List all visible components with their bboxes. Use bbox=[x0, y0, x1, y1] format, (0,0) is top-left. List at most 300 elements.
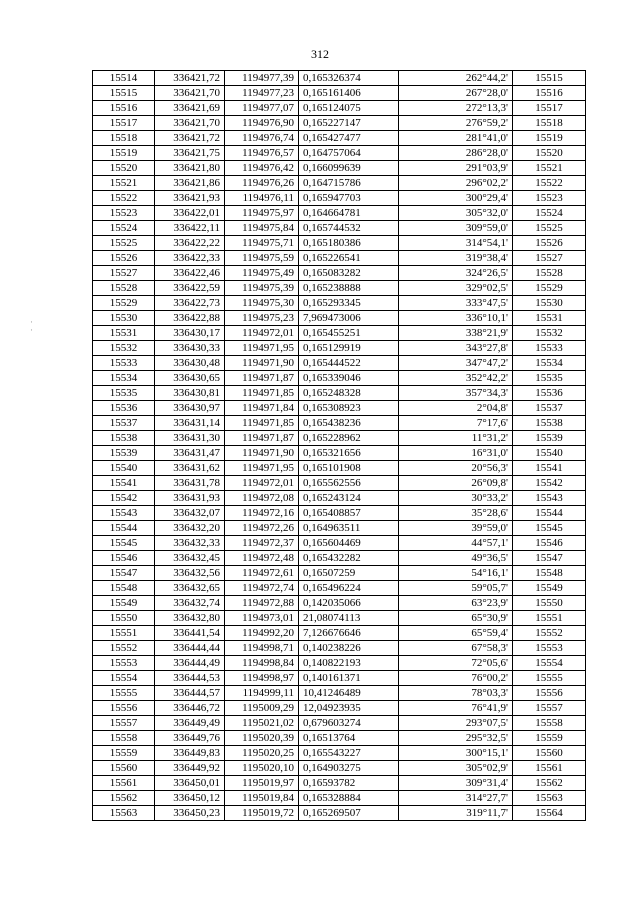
x-coordinate-cell: 336421,70 bbox=[155, 116, 225, 131]
next-point-cell: 15558 bbox=[513, 716, 586, 731]
point-number-cell: 15555 bbox=[93, 686, 155, 701]
bearing-cell: 72°05,6' bbox=[399, 656, 513, 671]
x-coordinate-cell: 336432,20 bbox=[155, 521, 225, 536]
y-coordinate-cell: 1194972,88 bbox=[225, 596, 299, 611]
point-number-cell: 15519 bbox=[93, 146, 155, 161]
bearing-cell: 7°17,6' bbox=[399, 416, 513, 431]
distance-cell: 0,165427477 bbox=[299, 131, 399, 146]
y-coordinate-cell: 1194972,01 bbox=[225, 476, 299, 491]
distance-cell: 0,165129919 bbox=[299, 341, 399, 356]
x-coordinate-cell: 336444,57 bbox=[155, 686, 225, 701]
table-row bbox=[93, 701, 586, 716]
distance-cell: 0,165227147 bbox=[299, 116, 399, 131]
bearing-cell: 26°09,8' bbox=[399, 476, 513, 491]
next-point-cell: 15560 bbox=[513, 746, 586, 761]
distance-cell: 0,165408857 bbox=[299, 506, 399, 521]
distance-cell: 0,140822193 bbox=[299, 656, 399, 671]
distance-cell: 0,165562556 bbox=[299, 476, 399, 491]
table-row bbox=[93, 521, 586, 536]
distance-cell: 0,164715786 bbox=[299, 176, 399, 191]
distance-cell: 0,165101908 bbox=[299, 461, 399, 476]
distance-cell: 0,165308923 bbox=[299, 401, 399, 416]
bearing-cell: 357°34,3' bbox=[399, 386, 513, 401]
bearing-cell: 16°31,0' bbox=[399, 446, 513, 461]
y-coordinate-cell: 1194976,57 bbox=[225, 146, 299, 161]
bearing-cell: 300°15,1' bbox=[399, 746, 513, 761]
table-row bbox=[93, 281, 586, 296]
y-coordinate-cell: 1194975,23 bbox=[225, 311, 299, 326]
x-coordinate-cell: 336444,44 bbox=[155, 641, 225, 656]
x-coordinate-cell: 336449,76 bbox=[155, 731, 225, 746]
y-coordinate-cell: 1194971,95 bbox=[225, 461, 299, 476]
point-number-cell: 15563 bbox=[93, 806, 155, 821]
point-number-cell: 15533 bbox=[93, 356, 155, 371]
x-coordinate-cell: 336422,59 bbox=[155, 281, 225, 296]
next-point-cell: 15524 bbox=[513, 206, 586, 221]
next-point-cell: 15525 bbox=[513, 221, 586, 236]
y-coordinate-cell: 1194999,11 bbox=[225, 686, 299, 701]
x-coordinate-cell: 336444,53 bbox=[155, 671, 225, 686]
y-coordinate-cell: 1194975,84 bbox=[225, 221, 299, 236]
y-coordinate-cell: 1194992,20 bbox=[225, 626, 299, 641]
x-coordinate-cell: 336441,54 bbox=[155, 626, 225, 641]
y-coordinate-cell: 1195020,25 bbox=[225, 746, 299, 761]
table-row bbox=[93, 191, 586, 206]
point-number-cell: 15550 bbox=[93, 611, 155, 626]
y-coordinate-cell: 1194975,39 bbox=[225, 281, 299, 296]
x-coordinate-cell: 336430,17 bbox=[155, 326, 225, 341]
page-number: 312 bbox=[311, 47, 329, 61]
table-row bbox=[93, 596, 586, 611]
y-coordinate-cell: 1194975,59 bbox=[225, 251, 299, 266]
x-coordinate-cell: 336431,30 bbox=[155, 431, 225, 446]
x-coordinate-cell: 336449,49 bbox=[155, 716, 225, 731]
y-coordinate-cell: 1194998,71 bbox=[225, 641, 299, 656]
bearing-cell: 262°44,2' bbox=[399, 71, 513, 86]
bearing-cell: 272°13,3' bbox=[399, 101, 513, 116]
next-point-cell: 15540 bbox=[513, 446, 586, 461]
y-coordinate-cell: 1194998,97 bbox=[225, 671, 299, 686]
bearing-cell: 44°57,1' bbox=[399, 536, 513, 551]
bearing-cell: 30°33,2' bbox=[399, 491, 513, 506]
point-number-cell: 15553 bbox=[93, 656, 155, 671]
table-row bbox=[93, 716, 586, 731]
point-number-cell: 15535 bbox=[93, 386, 155, 401]
table-row bbox=[93, 251, 586, 266]
distance-cell: 7,126676646 bbox=[299, 626, 399, 641]
bearing-cell: 305°02,9' bbox=[399, 761, 513, 776]
y-coordinate-cell: 1195019,72 bbox=[225, 806, 299, 821]
bearing-cell: 309°59,0' bbox=[399, 221, 513, 236]
next-point-cell: 15555 bbox=[513, 671, 586, 686]
next-point-cell: 15548 bbox=[513, 566, 586, 581]
point-number-cell: 15527 bbox=[93, 266, 155, 281]
y-coordinate-cell: 1194972,26 bbox=[225, 521, 299, 536]
x-coordinate-cell: 336432,65 bbox=[155, 581, 225, 596]
distance-cell: 0,165326374 bbox=[299, 71, 399, 86]
next-point-cell: 15532 bbox=[513, 326, 586, 341]
next-point-cell: 15554 bbox=[513, 656, 586, 671]
next-point-cell: 15535 bbox=[513, 371, 586, 386]
table-row bbox=[93, 551, 586, 566]
table-row bbox=[93, 371, 586, 386]
distance-cell: 12,04923935 bbox=[299, 701, 399, 716]
table-row bbox=[93, 746, 586, 761]
distance-cell: 0,164963511 bbox=[299, 521, 399, 536]
table-row bbox=[93, 416, 586, 431]
next-point-cell: 15559 bbox=[513, 731, 586, 746]
distance-cell: 0,165243124 bbox=[299, 491, 399, 506]
next-point-cell: 15520 bbox=[513, 146, 586, 161]
bearing-cell: 267°28,0' bbox=[399, 86, 513, 101]
table-row bbox=[93, 221, 586, 236]
bearing-cell: 319°38,4' bbox=[399, 251, 513, 266]
next-point-cell: 15537 bbox=[513, 401, 586, 416]
distance-cell: 0,165543227 bbox=[299, 746, 399, 761]
bearing-cell: 276°59,2' bbox=[399, 116, 513, 131]
next-point-cell: 15542 bbox=[513, 476, 586, 491]
next-point-cell: 15557 bbox=[513, 701, 586, 716]
point-number-cell: 15540 bbox=[93, 461, 155, 476]
bearing-cell: 76°41,9' bbox=[399, 701, 513, 716]
distance-cell: 0,165248328 bbox=[299, 386, 399, 401]
point-number-cell: 15524 bbox=[93, 221, 155, 236]
point-number-cell: 15538 bbox=[93, 431, 155, 446]
x-coordinate-cell: 336421,72 bbox=[155, 71, 225, 86]
y-coordinate-cell: 1194971,90 bbox=[225, 446, 299, 461]
x-coordinate-cell: 336432,74 bbox=[155, 596, 225, 611]
point-number-cell: 15560 bbox=[93, 761, 155, 776]
next-point-cell: 15523 bbox=[513, 191, 586, 206]
y-coordinate-cell: 1194976,11 bbox=[225, 191, 299, 206]
table-row bbox=[93, 356, 586, 371]
y-coordinate-cell: 1194972,01 bbox=[225, 326, 299, 341]
y-coordinate-cell: 1195020,10 bbox=[225, 761, 299, 776]
next-point-cell: 15563 bbox=[513, 791, 586, 806]
point-number-cell: 15522 bbox=[93, 191, 155, 206]
table-row bbox=[93, 161, 586, 176]
distance-cell: 0,140161371 bbox=[299, 671, 399, 686]
point-number-cell: 15531 bbox=[93, 326, 155, 341]
distance-cell: 0,165293345 bbox=[299, 296, 399, 311]
y-coordinate-cell: 1194972,61 bbox=[225, 566, 299, 581]
x-coordinate-cell: 336432,45 bbox=[155, 551, 225, 566]
table-row bbox=[93, 671, 586, 686]
next-point-cell: 15519 bbox=[513, 131, 586, 146]
y-coordinate-cell: 1194971,85 bbox=[225, 386, 299, 401]
bearing-cell: 336°10,1' bbox=[399, 311, 513, 326]
table-row bbox=[93, 476, 586, 491]
x-coordinate-cell: 336430,65 bbox=[155, 371, 225, 386]
bearing-cell: 329°02,5' bbox=[399, 281, 513, 296]
bearing-cell: 286°28,0' bbox=[399, 146, 513, 161]
next-point-cell: 15564 bbox=[513, 806, 586, 821]
next-point-cell: 15534 bbox=[513, 356, 586, 371]
x-coordinate-cell: 336430,48 bbox=[155, 356, 225, 371]
table-row bbox=[93, 401, 586, 416]
x-coordinate-cell: 336431,93 bbox=[155, 491, 225, 506]
next-point-cell: 15536 bbox=[513, 386, 586, 401]
point-number-cell: 15546 bbox=[93, 551, 155, 566]
bearing-cell: 54°16,1' bbox=[399, 566, 513, 581]
distance-cell: 0,165744532 bbox=[299, 221, 399, 236]
table-row bbox=[93, 791, 586, 806]
point-number-cell: 15554 bbox=[93, 671, 155, 686]
y-coordinate-cell: 1194975,30 bbox=[225, 296, 299, 311]
bearing-cell: 63°23,9' bbox=[399, 596, 513, 611]
table-row bbox=[93, 131, 586, 146]
point-number-cell: 15548 bbox=[93, 581, 155, 596]
y-coordinate-cell: 1195021,02 bbox=[225, 716, 299, 731]
next-point-cell: 15516 bbox=[513, 86, 586, 101]
y-coordinate-cell: 1194971,95 bbox=[225, 341, 299, 356]
y-coordinate-cell: 1194971,87 bbox=[225, 371, 299, 386]
table-row bbox=[93, 641, 586, 656]
point-number-cell: 15549 bbox=[93, 596, 155, 611]
distance-cell: 0,165328884 bbox=[299, 791, 399, 806]
next-point-cell: 15538 bbox=[513, 416, 586, 431]
distance-cell: 7,969473006 bbox=[299, 311, 399, 326]
table-row bbox=[93, 446, 586, 461]
distance-cell: 0,165455251 bbox=[299, 326, 399, 341]
x-coordinate-cell: 336449,83 bbox=[155, 746, 225, 761]
point-number-cell: 15541 bbox=[93, 476, 155, 491]
y-coordinate-cell: 1194975,71 bbox=[225, 236, 299, 251]
distance-cell: 0,165947703 bbox=[299, 191, 399, 206]
distance-cell: 0,165269507 bbox=[299, 806, 399, 821]
margin-tick-marks: · · bbox=[30, 317, 33, 335]
point-number-cell: 15534 bbox=[93, 371, 155, 386]
next-point-cell: 15529 bbox=[513, 281, 586, 296]
x-coordinate-cell: 336422,88 bbox=[155, 311, 225, 326]
x-coordinate-cell: 336422,33 bbox=[155, 251, 225, 266]
x-coordinate-cell: 336421,93 bbox=[155, 191, 225, 206]
distance-cell: 0,165321656 bbox=[299, 446, 399, 461]
next-point-cell: 15518 bbox=[513, 116, 586, 131]
table-row bbox=[93, 536, 586, 551]
y-coordinate-cell: 1194975,97 bbox=[225, 206, 299, 221]
bearing-cell: 338°21,9' bbox=[399, 326, 513, 341]
point-number-cell: 15530 bbox=[93, 311, 155, 326]
next-point-cell: 15528 bbox=[513, 266, 586, 281]
point-number-cell: 15537 bbox=[93, 416, 155, 431]
next-point-cell: 15517 bbox=[513, 101, 586, 116]
bearing-cell: 20°56,3' bbox=[399, 461, 513, 476]
distance-cell: 0,165339046 bbox=[299, 371, 399, 386]
coordinates-table-body bbox=[93, 71, 586, 821]
y-coordinate-cell: 1194971,84 bbox=[225, 401, 299, 416]
next-point-cell: 15544 bbox=[513, 506, 586, 521]
distance-cell: 0,165444522 bbox=[299, 356, 399, 371]
table-row bbox=[93, 761, 586, 776]
distance-cell: 0,165496224 bbox=[299, 581, 399, 596]
distance-cell: 0,140238226 bbox=[299, 641, 399, 656]
point-number-cell: 15552 bbox=[93, 641, 155, 656]
y-coordinate-cell: 1194972,74 bbox=[225, 581, 299, 596]
point-number-cell: 15561 bbox=[93, 776, 155, 791]
point-number-cell: 15562 bbox=[93, 791, 155, 806]
x-coordinate-cell: 336444,49 bbox=[155, 656, 225, 671]
next-point-cell: 15553 bbox=[513, 641, 586, 656]
point-number-cell: 15547 bbox=[93, 566, 155, 581]
table-row bbox=[93, 776, 586, 791]
x-coordinate-cell: 336421,80 bbox=[155, 161, 225, 176]
y-coordinate-cell: 1194972,08 bbox=[225, 491, 299, 506]
distance-cell: 0,165432282 bbox=[299, 551, 399, 566]
bearing-cell: 67°58,3' bbox=[399, 641, 513, 656]
distance-cell: 0,165180386 bbox=[299, 236, 399, 251]
bearing-cell: 293°07,5' bbox=[399, 716, 513, 731]
next-point-cell: 15531 bbox=[513, 311, 586, 326]
bearing-cell: 309°31,4' bbox=[399, 776, 513, 791]
distance-cell: 0,164664781 bbox=[299, 206, 399, 221]
table-row bbox=[93, 581, 586, 596]
point-number-cell: 15520 bbox=[93, 161, 155, 176]
next-point-cell: 15547 bbox=[513, 551, 586, 566]
y-coordinate-cell: 1194998,84 bbox=[225, 656, 299, 671]
x-coordinate-cell: 336421,86 bbox=[155, 176, 225, 191]
y-coordinate-cell: 1195019,97 bbox=[225, 776, 299, 791]
distance-cell: 0,165604469 bbox=[299, 536, 399, 551]
next-point-cell: 15533 bbox=[513, 341, 586, 356]
table-row bbox=[93, 461, 586, 476]
x-coordinate-cell: 336450,23 bbox=[155, 806, 225, 821]
x-coordinate-cell: 336449,92 bbox=[155, 761, 225, 776]
distance-cell: 0,166099639 bbox=[299, 161, 399, 176]
bearing-cell: 347°47,2' bbox=[399, 356, 513, 371]
bearing-cell: 78°03,3' bbox=[399, 686, 513, 701]
x-coordinate-cell: 336431,47 bbox=[155, 446, 225, 461]
next-point-cell: 15541 bbox=[513, 461, 586, 476]
table-row bbox=[93, 116, 586, 131]
point-number-cell: 15536 bbox=[93, 401, 155, 416]
point-number-cell: 15551 bbox=[93, 626, 155, 641]
y-coordinate-cell: 1194976,42 bbox=[225, 161, 299, 176]
point-number-cell: 15526 bbox=[93, 251, 155, 266]
distance-cell: 0,164903275 bbox=[299, 761, 399, 776]
coordinates-table bbox=[92, 70, 586, 821]
point-number-cell: 15529 bbox=[93, 296, 155, 311]
bearing-cell: 343°27,8' bbox=[399, 341, 513, 356]
bearing-cell: 300°29,4' bbox=[399, 191, 513, 206]
x-coordinate-cell: 336422,22 bbox=[155, 236, 225, 251]
table-row bbox=[93, 686, 586, 701]
bearing-cell: 76°00,2' bbox=[399, 671, 513, 686]
table-row bbox=[93, 611, 586, 626]
bearing-cell: 49°36,5' bbox=[399, 551, 513, 566]
distance-cell: 0,165083282 bbox=[299, 266, 399, 281]
y-coordinate-cell: 1194972,48 bbox=[225, 551, 299, 566]
point-number-cell: 15544 bbox=[93, 521, 155, 536]
bearing-cell: 324°26,5' bbox=[399, 266, 513, 281]
y-coordinate-cell: 1194976,74 bbox=[225, 131, 299, 146]
bearing-cell: 352°42,2' bbox=[399, 371, 513, 386]
distance-cell: 0,164757064 bbox=[299, 146, 399, 161]
bearing-cell: 65°59,4' bbox=[399, 626, 513, 641]
distance-cell: 21,08074113 bbox=[299, 611, 399, 626]
x-coordinate-cell: 336422,46 bbox=[155, 266, 225, 281]
distance-cell: 0,16513764 bbox=[299, 731, 399, 746]
table-row bbox=[93, 71, 586, 86]
distance-cell: 0,165238888 bbox=[299, 281, 399, 296]
bearing-cell: 333°47,5' bbox=[399, 296, 513, 311]
bearing-cell: 35°28,6' bbox=[399, 506, 513, 521]
point-number-cell: 15532 bbox=[93, 341, 155, 356]
x-coordinate-cell: 336432,07 bbox=[155, 506, 225, 521]
y-coordinate-cell: 1194976,90 bbox=[225, 116, 299, 131]
distance-cell: 0,165438236 bbox=[299, 416, 399, 431]
point-number-cell: 15558 bbox=[93, 731, 155, 746]
y-coordinate-cell: 1194977,07 bbox=[225, 101, 299, 116]
y-coordinate-cell: 1194971,85 bbox=[225, 416, 299, 431]
x-coordinate-cell: 336430,81 bbox=[155, 386, 225, 401]
point-number-cell: 15523 bbox=[93, 206, 155, 221]
table-row bbox=[93, 326, 586, 341]
point-number-cell: 15516 bbox=[93, 101, 155, 116]
x-coordinate-cell: 336430,97 bbox=[155, 401, 225, 416]
x-coordinate-cell: 336432,56 bbox=[155, 566, 225, 581]
table-row bbox=[93, 311, 586, 326]
table-row bbox=[93, 236, 586, 251]
y-coordinate-cell: 1194971,87 bbox=[225, 431, 299, 446]
table-row bbox=[93, 206, 586, 221]
point-number-cell: 15514 bbox=[93, 71, 155, 86]
x-coordinate-cell: 336431,62 bbox=[155, 461, 225, 476]
next-point-cell: 15549 bbox=[513, 581, 586, 596]
next-point-cell: 15550 bbox=[513, 596, 586, 611]
next-point-cell: 15556 bbox=[513, 686, 586, 701]
table-row bbox=[93, 176, 586, 191]
point-number-cell: 15557 bbox=[93, 716, 155, 731]
next-point-cell: 15522 bbox=[513, 176, 586, 191]
bearing-cell: 65°30,9' bbox=[399, 611, 513, 626]
point-number-cell: 15545 bbox=[93, 536, 155, 551]
distance-cell: 0,142035066 bbox=[299, 596, 399, 611]
table-row bbox=[93, 296, 586, 311]
y-coordinate-cell: 1194972,37 bbox=[225, 536, 299, 551]
point-number-cell: 15539 bbox=[93, 446, 155, 461]
x-coordinate-cell: 336431,14 bbox=[155, 416, 225, 431]
next-point-cell: 15545 bbox=[513, 521, 586, 536]
next-point-cell: 15530 bbox=[513, 296, 586, 311]
x-coordinate-cell: 336421,70 bbox=[155, 86, 225, 101]
next-point-cell: 15521 bbox=[513, 161, 586, 176]
x-coordinate-cell: 336431,78 bbox=[155, 476, 225, 491]
bearing-cell: 314°54,1' bbox=[399, 236, 513, 251]
x-coordinate-cell: 336421,72 bbox=[155, 131, 225, 146]
y-coordinate-cell: 1195020,39 bbox=[225, 731, 299, 746]
distance-cell: 0,165161406 bbox=[299, 86, 399, 101]
table-row bbox=[93, 431, 586, 446]
point-number-cell: 15518 bbox=[93, 131, 155, 146]
x-coordinate-cell: 336421,69 bbox=[155, 101, 225, 116]
table-row bbox=[93, 146, 586, 161]
next-point-cell: 15551 bbox=[513, 611, 586, 626]
distance-cell: 0,16593782 bbox=[299, 776, 399, 791]
y-coordinate-cell: 1194977,39 bbox=[225, 71, 299, 86]
table-row bbox=[93, 566, 586, 581]
distance-cell: 10,41246489 bbox=[299, 686, 399, 701]
y-coordinate-cell: 1194973,01 bbox=[225, 611, 299, 626]
x-coordinate-cell: 336422,01 bbox=[155, 206, 225, 221]
y-coordinate-cell: 1194976,26 bbox=[225, 176, 299, 191]
point-number-cell: 15528 bbox=[93, 281, 155, 296]
distance-cell: 0,679603274 bbox=[299, 716, 399, 731]
distance-cell: 0,165228962 bbox=[299, 431, 399, 446]
next-point-cell: 15543 bbox=[513, 491, 586, 506]
bearing-cell: 2°04,8' bbox=[399, 401, 513, 416]
next-point-cell: 15562 bbox=[513, 776, 586, 791]
